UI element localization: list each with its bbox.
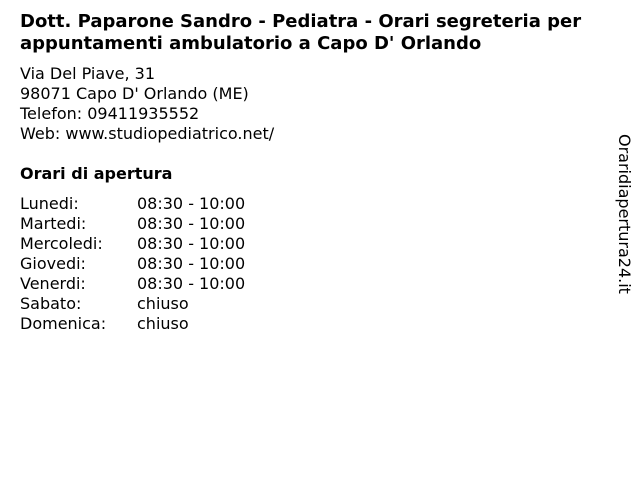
site-watermark bbox=[612, 134, 636, 310]
time-range: chiuso bbox=[137, 314, 189, 333]
time-range: 08:30 - 10:00 bbox=[137, 234, 246, 253]
time-range: 08:30 - 10:00 bbox=[137, 254, 246, 273]
time-range: 08:30 - 10:00 bbox=[137, 274, 246, 293]
day-label: Mercoledi: bbox=[20, 234, 103, 253]
city-line: 98071 Capo D' Orlando (ME) bbox=[20, 84, 249, 103]
day-label: Sabato: bbox=[20, 294, 82, 313]
contact-block bbox=[20, 64, 274, 144]
watermark-text: Oraridiapertura24.it bbox=[615, 134, 634, 294]
day-label: Venerdi: bbox=[20, 274, 86, 293]
time-range: 08:30 - 10:00 bbox=[137, 214, 246, 233]
day-label: Domenica: bbox=[20, 314, 107, 333]
day-label: Lunedi: bbox=[20, 194, 79, 213]
address-line: Via Del Piave, 31 bbox=[20, 64, 156, 83]
opening-hours-heading: Orari di apertura bbox=[20, 164, 173, 183]
day-label: Martedi: bbox=[20, 214, 87, 233]
time-range: chiuso bbox=[137, 294, 189, 313]
phone-line: Telefon: 09411935552 bbox=[20, 104, 200, 123]
time-range: 08:30 - 10:00 bbox=[137, 194, 246, 213]
website-line: Web: www.studiopediatrico.net/ bbox=[20, 124, 275, 143]
page-title: Dott. Paparone Sandro - Pediatra - Orari segreteria per appuntamenti ambulatorio a Capo D' Orlando bbox=[20, 11, 582, 54]
day-label: Giovedi: bbox=[20, 254, 86, 273]
